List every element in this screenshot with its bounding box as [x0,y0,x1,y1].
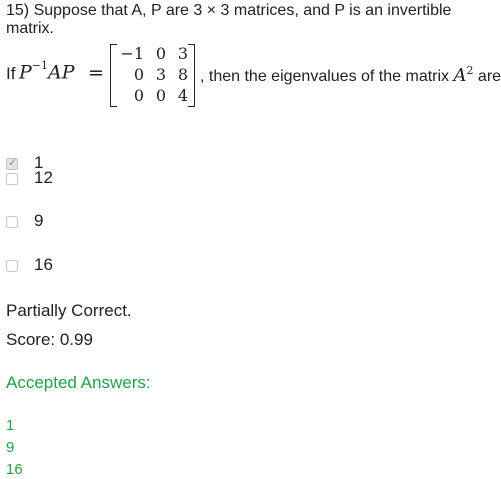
matrix-cell: 3 [177,44,188,63]
lhs-ap: AP [48,61,75,84]
accepted-answer: 1 [6,417,15,434]
option-4[interactable] [6,255,206,279]
option-label: 16 [34,255,53,274]
empty-checkbox-icon[interactable] [6,260,18,272]
matrix [110,44,195,106]
feedback-status: Partially Correct. [6,301,132,320]
equation-lhs [19,61,75,83]
matrix-cell: 3 [155,65,166,84]
a-squared [453,65,473,86]
if-label: If [6,64,16,83]
accepted-answer: 16 [6,461,23,478]
matrix-cell: 4 [177,86,188,105]
option-label: 12 [34,168,53,187]
question-prompt: 15) Suppose that A, P are 3 × 3 matrices, and P is an invertible matrix. [6,2,452,37]
equation-row [6,44,501,106]
lhs-exponent: −1 [31,59,49,72]
equals-sign: = [88,62,104,84]
check-icon[interactable]: ✓ [8,156,18,169]
matrix-cell: 0 [155,86,166,105]
option-label: 9 [34,211,44,230]
option-label: 1 [34,153,44,172]
matrix-cell: −1 [120,44,144,63]
accepted-answer: 9 [6,439,15,456]
matrix-cell: 0 [133,86,144,105]
equation-continuation [200,64,501,86]
after-text: , then the eigenvalues of the matrix [200,68,454,85]
a2-exponent: 2 [466,64,474,77]
empty-checkbox-icon[interactable] [6,173,18,185]
option-2[interactable] [6,168,206,192]
matrix-cell: 0 [133,65,144,84]
matrix-cell: 0 [155,44,166,63]
option-3[interactable] [6,211,206,235]
feedback-score: Score: 0.99 [6,330,93,349]
matrix-right-bracket [188,44,195,107]
after-text-end: are [473,68,501,85]
matrix-cell: 8 [177,65,188,84]
a2-base: A [453,65,467,86]
empty-checkbox-icon[interactable] [6,216,18,228]
accepted-answers-title: Accepted Answers: [6,373,151,392]
lhs-p: P [19,61,32,84]
